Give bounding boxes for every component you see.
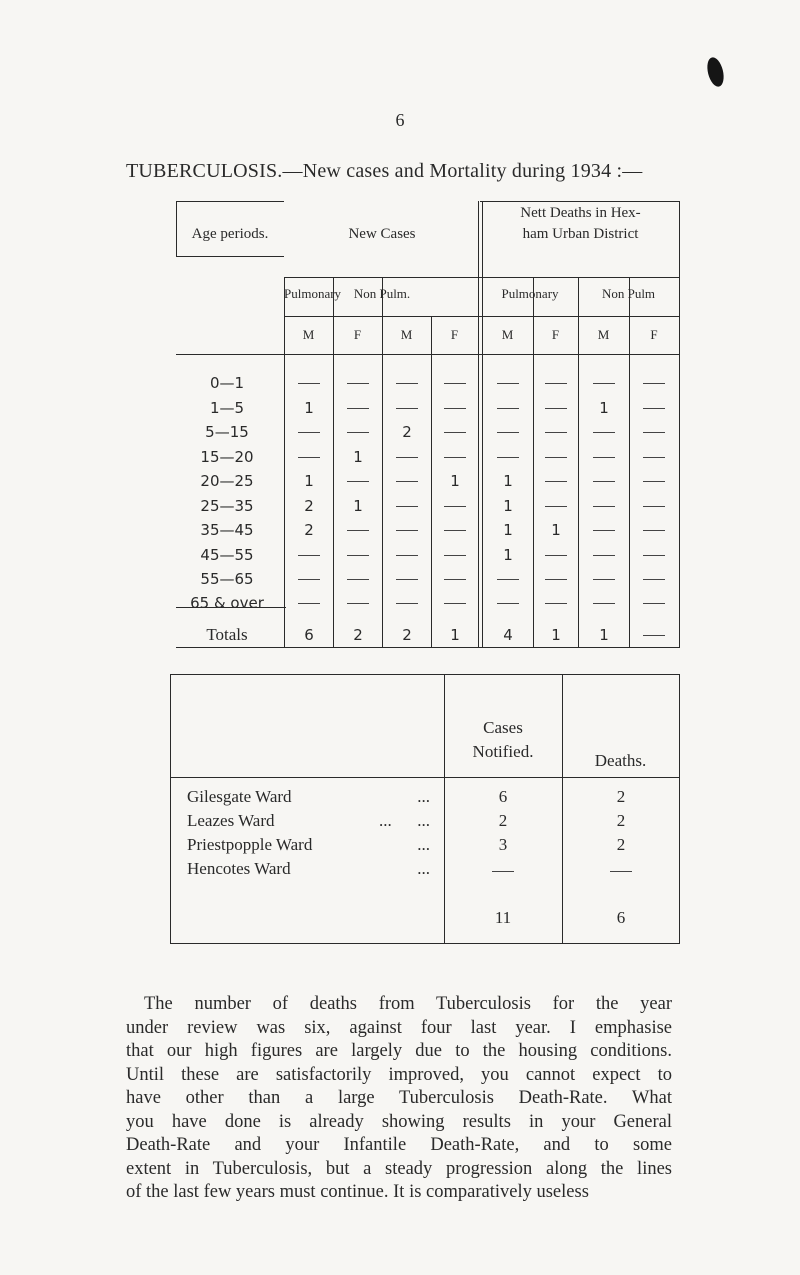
age-period-label: 65 & over xyxy=(190,594,264,612)
paragraph-line: Death-Rate and your Infantile Death-Rate, and to some xyxy=(126,1135,672,1155)
total-cases: 11 xyxy=(494,908,512,927)
empty-dash xyxy=(610,871,632,872)
empty-dash xyxy=(396,383,418,384)
empty-dash xyxy=(643,408,665,409)
table-rule xyxy=(176,256,284,257)
empty-dash xyxy=(492,871,514,872)
ward-name: Priestpopple Ward xyxy=(187,835,313,854)
empty-dash xyxy=(444,555,466,556)
header-deaths: Deaths. xyxy=(594,751,647,770)
empty-dash xyxy=(298,555,320,556)
age-period-label: 45—55 xyxy=(200,546,254,564)
empty-dash xyxy=(347,481,369,482)
table-cell: 6 xyxy=(304,626,314,644)
header-nett-deaths-line1: Nett Deaths in Hex- xyxy=(520,205,641,221)
sex-label: M xyxy=(400,327,413,342)
age-period-label: 35—45 xyxy=(200,521,254,539)
total-deaths: 6 xyxy=(616,908,626,927)
empty-dash xyxy=(643,635,665,636)
empty-dash xyxy=(347,432,369,433)
table-cell: 2 xyxy=(402,626,412,644)
page-number: 6 xyxy=(395,110,405,130)
table-rule xyxy=(170,777,680,778)
table-cell: 2 xyxy=(402,423,412,441)
ward-name: Leazes Ward xyxy=(187,811,275,830)
ward-name: Hencotes Ward xyxy=(187,859,291,878)
sex-label: F xyxy=(551,327,560,342)
header-new-cases: New Cases xyxy=(348,226,416,242)
empty-dash xyxy=(545,579,567,580)
subheader-pulmonary-deaths: Pulmonary xyxy=(501,286,559,301)
table-rule xyxy=(176,647,680,648)
empty-dash xyxy=(643,579,665,580)
table-rule xyxy=(482,201,483,648)
empty-dash xyxy=(347,579,369,580)
empty-dash xyxy=(298,383,320,384)
table-rule xyxy=(170,943,680,944)
empty-dash xyxy=(347,530,369,531)
empty-dash xyxy=(396,530,418,531)
page-title: TUBERCULOSIS.—New cases and Mortality during 1934 :— xyxy=(126,160,643,182)
empty-dash xyxy=(545,408,567,409)
paragraph-line: Until these are satisfactorily improved, you cannot expect to xyxy=(126,1064,672,1085)
empty-dash xyxy=(347,555,369,556)
body-paragraph xyxy=(126,993,672,1205)
empty-dash xyxy=(593,383,615,384)
table-rule xyxy=(480,201,680,202)
empty-dash xyxy=(643,506,665,507)
table-cell: 1 xyxy=(551,521,561,539)
dot-leader: ... xyxy=(417,787,430,806)
empty-dash xyxy=(593,481,615,482)
empty-dash xyxy=(593,579,615,580)
age-period-label: 5—15 xyxy=(205,423,249,441)
empty-dash xyxy=(298,457,320,458)
table-cell: 4 xyxy=(503,626,513,644)
empty-dash xyxy=(497,579,519,580)
empty-dash xyxy=(347,408,369,409)
table-rule xyxy=(176,354,680,355)
empty-dash xyxy=(643,555,665,556)
empty-dash xyxy=(497,408,519,409)
paragraph-line: you have done is already showing results in your General xyxy=(126,1111,672,1132)
empty-dash xyxy=(396,506,418,507)
paragraph-line: The number of deaths from Tuberculosis for the year xyxy=(144,994,672,1014)
table-cell: 1 xyxy=(503,546,513,564)
subheader-non-pulm: Non Pulm. xyxy=(353,286,411,301)
table-rule xyxy=(431,316,432,648)
empty-dash xyxy=(545,481,567,482)
empty-dash xyxy=(545,383,567,384)
empty-dash xyxy=(444,432,466,433)
age-period-label: 55—65 xyxy=(200,570,254,588)
empty-dash xyxy=(643,432,665,433)
header-age-periods: Age periods. xyxy=(191,226,269,242)
empty-dash xyxy=(643,530,665,531)
age-period-label: 20—25 xyxy=(200,472,254,490)
empty-dash xyxy=(444,457,466,458)
table-cell: 1 xyxy=(503,521,513,539)
table-cell: 1 xyxy=(551,626,561,644)
empty-dash xyxy=(545,555,567,556)
subheader-pulmonary: Pulmonary xyxy=(284,286,342,301)
dot-leader: ... ... xyxy=(379,811,430,830)
table-cell: 1 xyxy=(353,448,363,466)
cases-value: 3 xyxy=(498,835,508,854)
empty-dash xyxy=(545,432,567,433)
age-period-label: 0—1 xyxy=(209,374,245,392)
sex-label: M xyxy=(501,327,514,342)
sex-label: F xyxy=(650,327,658,342)
table-rule xyxy=(444,674,445,944)
empty-dash xyxy=(593,603,615,604)
empty-dash xyxy=(643,457,665,458)
sex-label: F xyxy=(450,327,459,342)
empty-dash xyxy=(593,555,615,556)
empty-dash xyxy=(444,530,466,531)
subheader-non-pulm-deaths: Non Pulm xyxy=(601,286,656,301)
cases-value: 2 xyxy=(498,811,508,830)
empty-dash xyxy=(396,481,418,482)
empty-dash xyxy=(497,457,519,458)
empty-dash xyxy=(347,383,369,384)
table-cell: 1 xyxy=(304,399,314,417)
table-rule xyxy=(679,201,680,648)
table-rule xyxy=(480,277,680,278)
age-period-label: 15—20 xyxy=(200,448,254,466)
table-cell: 2 xyxy=(304,521,314,539)
paragraph-line: have other than a large Tuberculosis Death-Rate. What xyxy=(126,1088,672,1108)
table-cell: 2 xyxy=(353,626,363,644)
empty-dash xyxy=(545,603,567,604)
age-period-label: 1—5 xyxy=(209,399,245,417)
table-rule xyxy=(170,674,171,944)
deaths-value: 2 xyxy=(616,835,626,854)
age-period-label: 25—35 xyxy=(200,497,254,515)
table-cell: 1 xyxy=(450,626,460,644)
table-rule xyxy=(176,201,284,202)
empty-dash xyxy=(396,555,418,556)
totals-label: Totals xyxy=(206,625,248,644)
sex-label: M xyxy=(302,327,315,342)
ward-name: Gilesgate Ward xyxy=(187,787,292,806)
paragraph-line: that our high figures are largely due to the housing conditions. xyxy=(126,1041,672,1061)
table-rule xyxy=(562,674,563,944)
header-nett-deaths-line2: ham Urban District xyxy=(522,226,639,242)
empty-dash xyxy=(444,408,466,409)
empty-dash xyxy=(444,603,466,604)
empty-dash xyxy=(298,603,320,604)
empty-dash xyxy=(593,506,615,507)
table-rule xyxy=(478,201,479,648)
empty-dash xyxy=(444,506,466,507)
deaths-value: 2 xyxy=(616,811,626,830)
sex-label: M xyxy=(597,327,610,342)
empty-dash xyxy=(396,408,418,409)
table-rule xyxy=(679,674,680,944)
table-cell: 1 xyxy=(450,472,460,490)
empty-dash xyxy=(497,432,519,433)
deaths-value: 2 xyxy=(616,787,626,806)
empty-dash xyxy=(396,603,418,604)
paragraph-line: extent in Tuberculosis, but a steady progression along the lines xyxy=(126,1158,672,1179)
table-cell: 1 xyxy=(599,626,609,644)
empty-dash xyxy=(497,383,519,384)
table-cell: 1 xyxy=(304,472,314,490)
table-cell: 1 xyxy=(353,497,363,515)
table-cell: 1 xyxy=(503,472,513,490)
paragraph-line: of the last few years must continue. It is comparatively useless xyxy=(126,1182,589,1202)
dot-leader: ... xyxy=(417,859,430,878)
empty-dash xyxy=(396,457,418,458)
table-cell: 1 xyxy=(503,497,513,515)
table-cell: 1 xyxy=(599,399,609,417)
header-cases-line2: Notified. xyxy=(472,742,534,761)
table-rule xyxy=(170,674,680,675)
empty-dash xyxy=(545,457,567,458)
dot-leader: ... xyxy=(417,835,430,854)
empty-dash xyxy=(444,579,466,580)
sex-label: F xyxy=(353,327,362,342)
empty-dash xyxy=(643,603,665,604)
empty-dash xyxy=(643,481,665,482)
empty-dash xyxy=(497,603,519,604)
empty-dash xyxy=(396,579,418,580)
paragraph-line: under review was six, against four last year. I emphasise xyxy=(126,1017,672,1038)
empty-dash xyxy=(347,603,369,604)
empty-dash xyxy=(298,579,320,580)
empty-dash xyxy=(643,383,665,384)
empty-dash xyxy=(545,506,567,507)
empty-dash xyxy=(444,383,466,384)
header-cases-line1: Cases xyxy=(483,718,523,737)
empty-dash xyxy=(593,432,615,433)
empty-dash xyxy=(298,432,320,433)
table-cell: 2 xyxy=(304,497,314,515)
empty-dash xyxy=(593,530,615,531)
empty-dash xyxy=(593,457,615,458)
cases-value: 6 xyxy=(498,787,508,806)
